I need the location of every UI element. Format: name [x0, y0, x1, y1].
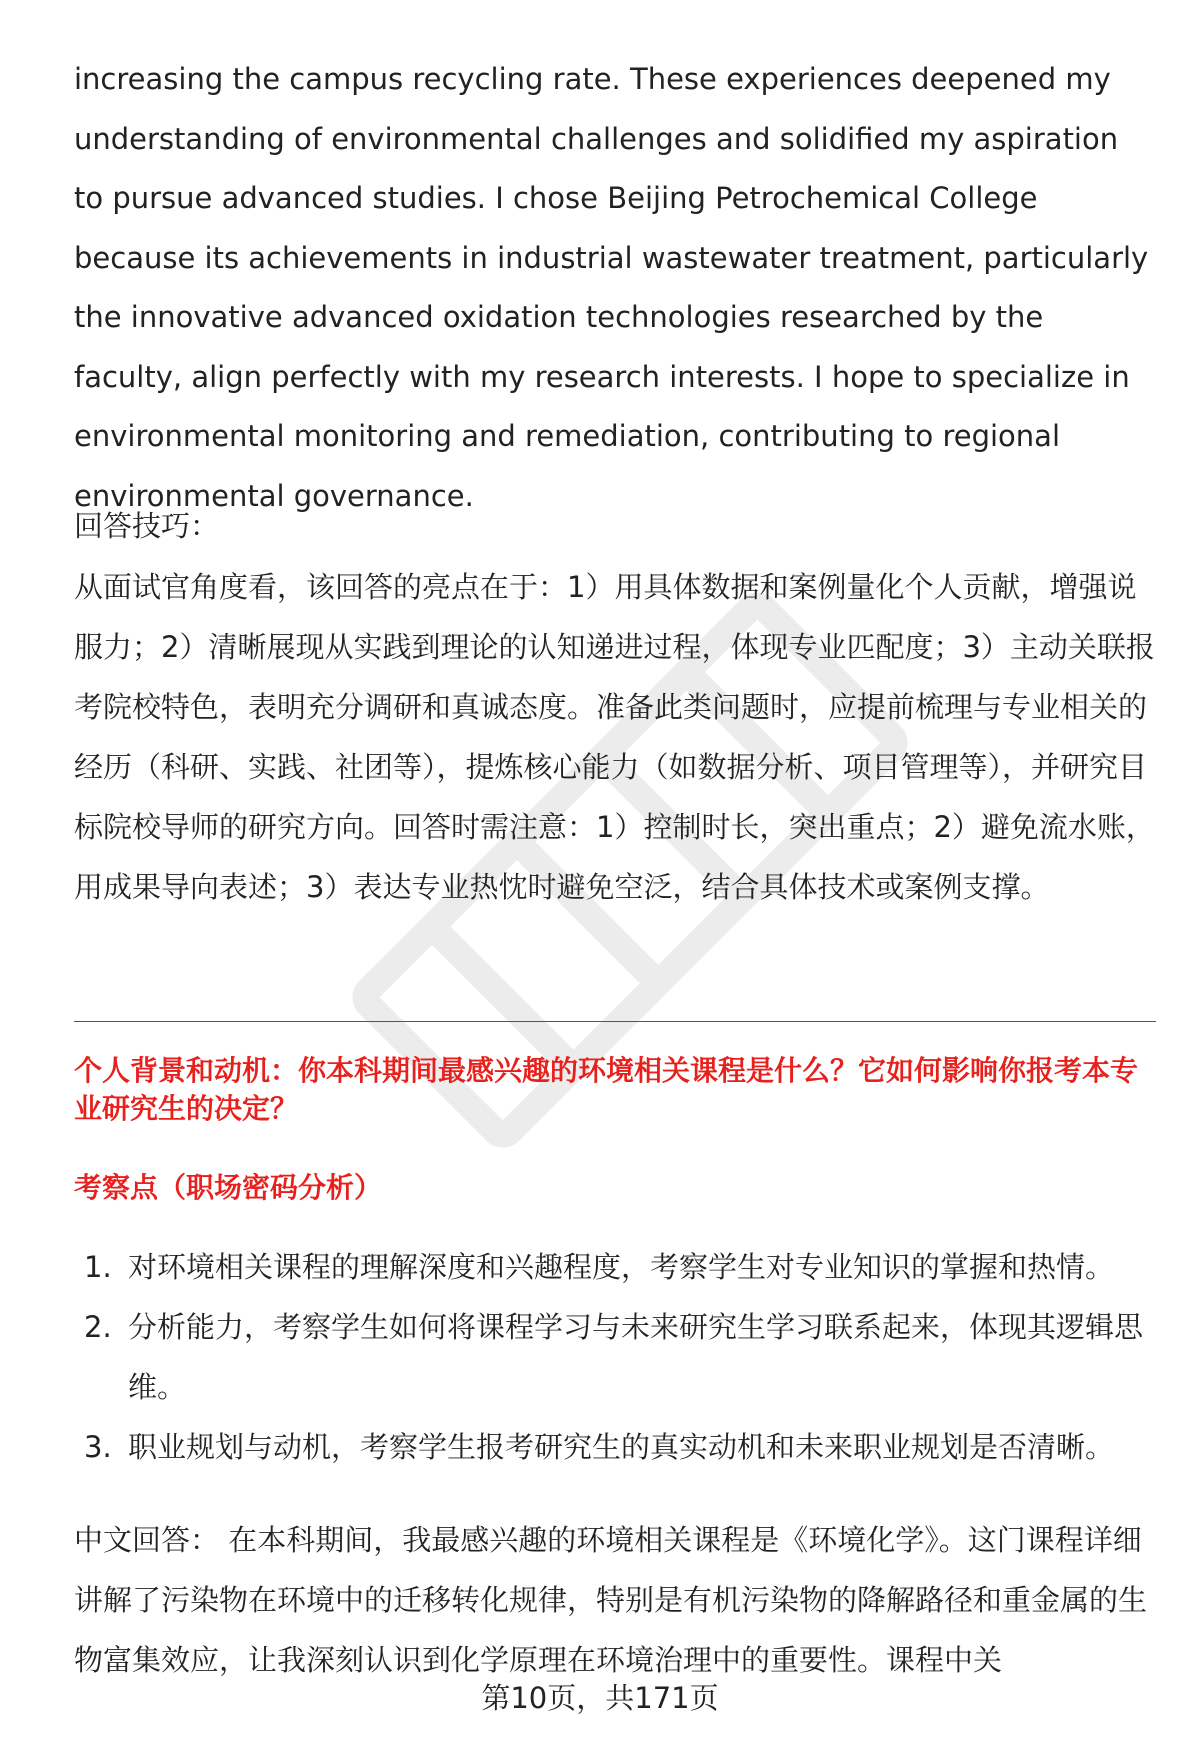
answer-label: 中文回答：: [74, 1523, 220, 1557]
list-item: [74, 1297, 1156, 1417]
list-item-number: 1.: [84, 1250, 112, 1284]
list-item: [74, 1417, 1156, 1477]
question-title: 个人背景和动机：你本科期间最感兴趣的环境相关课程是什么？它如何影响你报考本专业研究生的决定？: [74, 1054, 1139, 1125]
list-item-number: 3.: [84, 1430, 112, 1464]
page-footer: 第10页，共171页: [481, 1681, 719, 1715]
list-item-text: 职业规划与动机，考察学生报考研究生的真实动机和未来职业规划是否清晰。: [128, 1430, 1115, 1464]
list-item-number: 2.: [84, 1310, 112, 1344]
intro-paragraph: increasing the campus recycling rate. These experiences deepened my understanding of environmental challenges and solidified my aspiration to pursue advanced studies. I chose Beijing Petrochemical College because its achievements in industrial wastewater treatment, particularly the innovative advanced oxidation technologies researched by the faculty, align perfectly with my research interests. I hope to specialize in environmental monitoring and remediation, contributing to regional environmental governance.: [74, 62, 1149, 513]
list-item: [74, 1237, 1156, 1297]
section-divider: [74, 1021, 1156, 1022]
tips-body: 从面试官角度看，该回答的亮点在于：1）用具体数据和案例量化个人贡献，增强说服力；2）清晰展现从实践到理论的认知递进过程，体现专业匹配度；3）主动关联报考院校特色，表明充分调研和真诚态度。准备此类问题时，应提前梳理与专业相关的经历（科研、实践、社团等），提炼核心能力（如数据分析、项目管理等），并研究目标院校导师的研究方向。回答时需注意：1）控制时长，突出重点；2）避免流水账，用成果导向表述；3）表达专业热忱时避免空泛，结合具体技术或案例支撑。: [74, 570, 1155, 904]
tips-label: 回答技巧：: [74, 509, 220, 543]
answer-text: 在本科期间，我最感兴趣的环境相关课程是《环境化学》。这门课程详细讲解了污染物在环境中的迁移转化规律，特别是有机污染物的降解路径和重金属的生物富集效应，让我深刻认识到化学原理在环境治理中的重要性。课程中关: [74, 1523, 1148, 1677]
list-item-text: 分析能力，考察学生如何将课程学习与未来研究生学习联系起来，体现其逻辑思维。: [128, 1310, 1144, 1404]
chinese-answer: [74, 1510, 1156, 1690]
assessment-points-list: [74, 1237, 1156, 1477]
list-item-text: 对环境相关课程的理解深度和兴趣程度，考察学生对专业知识的掌握和热情。: [128, 1250, 1115, 1284]
question-subtitle: 考察点（职场密码分析）: [74, 1171, 383, 1204]
